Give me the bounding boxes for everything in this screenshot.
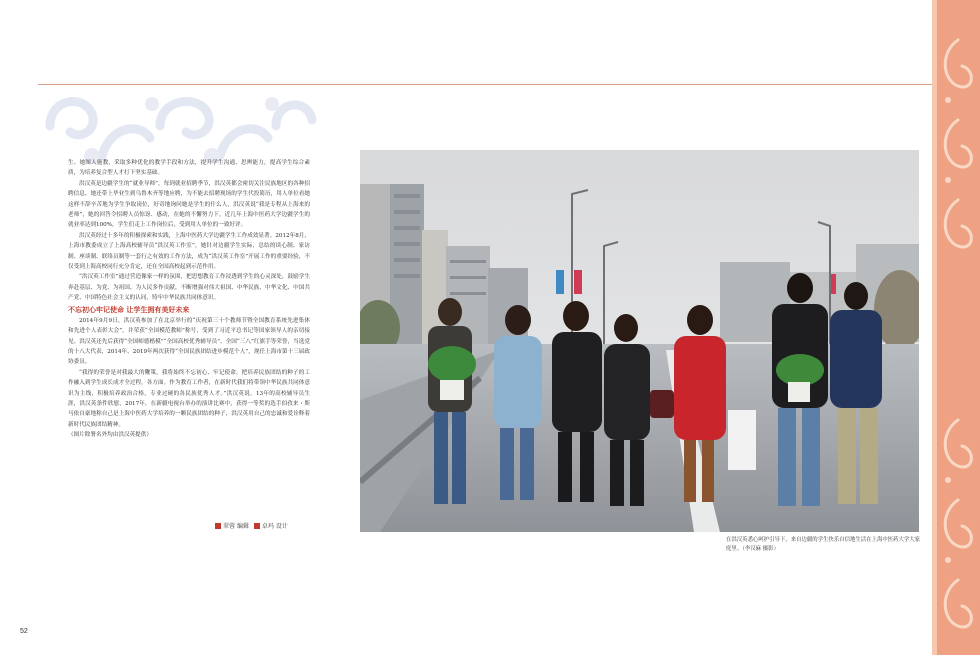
designer-role: 设计 <box>275 523 288 530</box>
editor-role: 编辑 <box>236 523 249 530</box>
red-square-icon <box>254 523 260 529</box>
section-subhead: 不忘初心牢记使命 让学生拥有美好未来 <box>68 305 190 314</box>
article-body <box>68 158 310 441</box>
photo-credit-note: （图片除署名外均由洪汉英提供） <box>68 432 152 439</box>
page-number-left: 52 <box>20 628 28 635</box>
article-paragraph: 洪汉英是边疆学生的“就业导师”，每到就业招聘季节，洪汉英都会密切关注民族地区的各种招聘信息，她还带上毕业生到乌鲁木齐等地应聘，为不能去招聘现场的学生代投简历，用人单位看她这样不辞辛苦地为学生争取岗位，好奇地询问她是学生的什么人，洪汉英说“我是专程从上海来的老师”，她的回答令招聘人员惊讶、感动，在她的不懈努力下，近几年上海中医药大学边疆学生的就业率达到100%，学生们走上工作岗位后，受到用人单位的一致好评。 <box>68 180 310 229</box>
article-paragraph: “我得的荣誉是对我最大的鞭策，我将始终不忘初心、牢记使命，把培养民族团结的种子的工作融入到学生成长成才全过程，各方面。作为教育工作者，在新时代我们将带领中华民族共同体意识为主线，积极培养政治合格，专业过硬的各民族优秀人才。”洪汉英说。13年的高校辅导员生涯，洪汉英条件欣慰，2017年，在新疆电视台举办的演讲比赛中，获得一等奖的选手伯孜来・斯马依自豪地称自己是上海中医药大学培养的一颗民族团结的种子，洪汉英用自己的忠诚和爱诠释着新时代民族团结精神。 <box>68 369 310 428</box>
article-paragraph: “洪汉英工作室”通过营造像家一样的氛围，把思想教育工作浸透到学生的心灵深处，鼓励学生奔赴基层、为党、为祖国、为人民多作贡献，不断增强对伟大祖国、中华民族、中华文化、中国共产党、中国特色社会主义的认同，铸牢中华民族共同体意识。 <box>68 274 310 302</box>
group-photo <box>360 150 919 532</box>
article-paragraph: 生、她图人施教，采取多种优化的教学手段和方法，提升学生沟通、思辨能力，提高学生综合素质，为培养复合型人才打下坚实基础。 <box>68 160 310 177</box>
photo-caption: 在洪汉英悉心呵护引导下，来自边疆的学生快乐自信地生活在上海中医药大学大家庭里。（李汉麻 摄影） <box>726 537 921 552</box>
header-rule <box>38 84 932 85</box>
staff-credits <box>212 521 288 530</box>
article-paragraph: 洪汉英经过十多年的积极探索和实践，上海中医药大学边疆学生工作成效显著。2012年8月，上海市教委成立了上海高校辅导员“洪汉英工作室”，她针对边疆学生实际，总结的谈心制、家访制、座谈制、联络员制等一套行之有效的工作方法，成为“洪汉英工作室”开展工作的重要经验，不仅受到上海高校同行充分肯定，还在全国高校起到示范作用。 <box>68 232 310 271</box>
editor-name: 翠蓉 <box>223 523 236 530</box>
decorative-side-band <box>932 0 980 655</box>
article-paragraph: 2014年9月9日，洪汉英参加了在北京举行的“庆祝第三十个教师节暨全国教育系统先进集体和先进个人表彰大会”，并荣获“全国模范教师”称号，受到了习近平总书记等国家领导人的亲切接见。洪汉英还先后获得“全国师德楷模”“全国高校优秀辅导员”、全国“三八”红旗手等荣誉，当选党的十八大代表，2014年、2019年两次获得“全国民族团结进步模范个人”，现任上海市第十三届政协委员。 <box>68 317 310 366</box>
red-square-icon <box>215 523 221 529</box>
designer-name: 卓玛 <box>261 523 274 530</box>
